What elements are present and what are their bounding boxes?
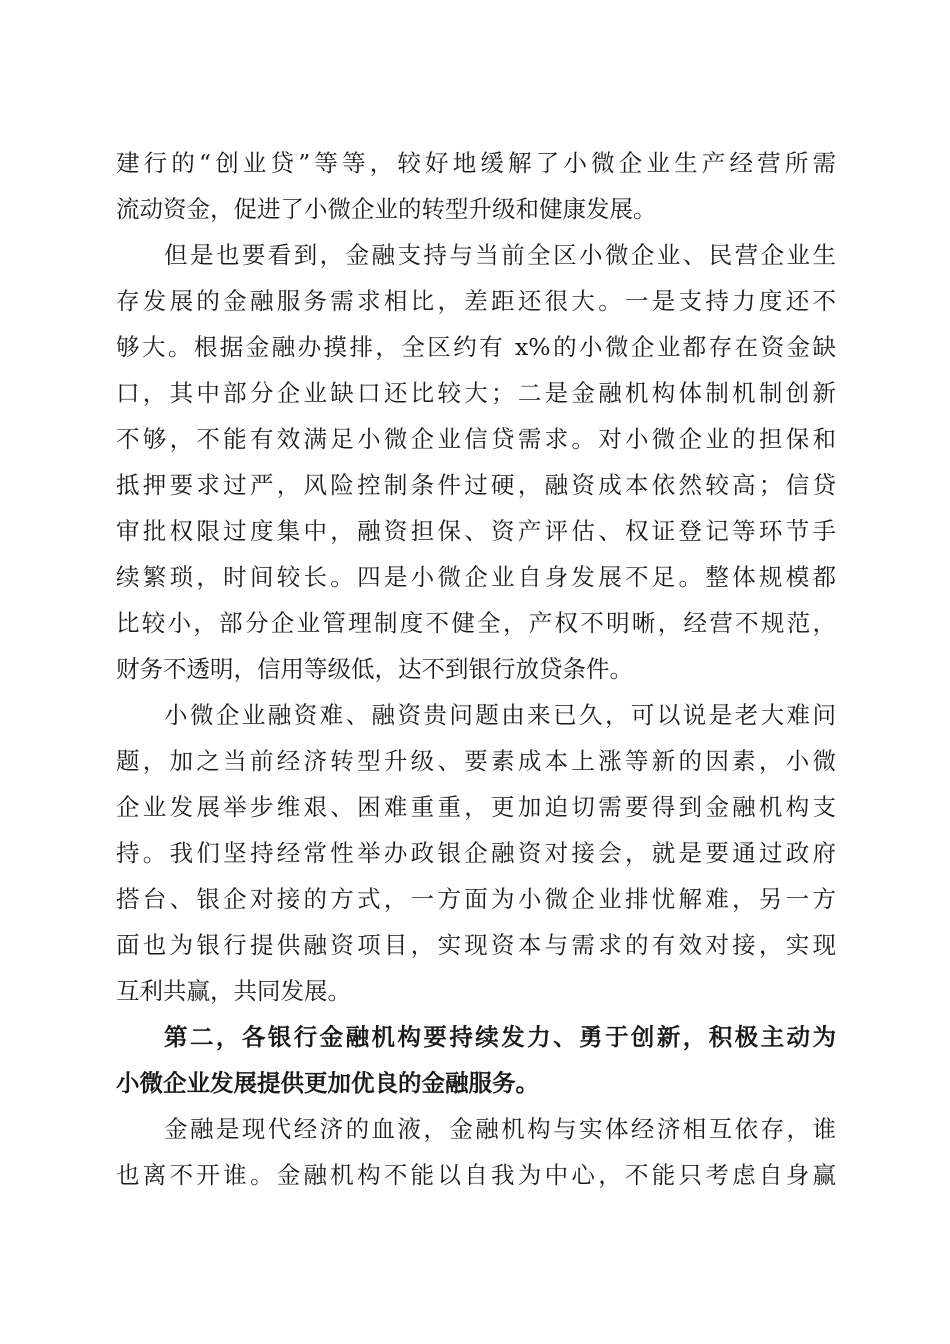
section-heading-line: 第二，各银行金融机构要持续发力、勇于创新，积极主动为 bbox=[164, 1023, 836, 1051]
paragraph-line: 搭台、银企对接的方式，一方面为小微企业排忧解难，另一方 bbox=[116, 885, 836, 913]
paragraph-line: 题，加之当前经济转型升级、要素成本上涨等新的因素，小微 bbox=[116, 747, 836, 775]
paragraph-line: 不够，不能有效满足小微企业信贷需求。对小微企业的担保和 bbox=[116, 425, 836, 453]
paragraph-line: 持。我们坚持经常性举办政银企融资对接会，就是要通过政府 bbox=[116, 839, 836, 867]
paragraph-line: 够大。根据金融办摸排，全区约有 x%的小微企业都存在资金缺 bbox=[116, 333, 836, 361]
paragraph-line: 审批权限过度集中，融资担保、资产评估、权证登记等环节手 bbox=[116, 517, 836, 545]
paragraph-line: 比较小，部分企业管理制度不健全，产权不明晰，经营不规范， bbox=[116, 609, 836, 637]
paragraph-line: 小微企业融资难、融资贵问题由来已久，可以说是老大难问 bbox=[164, 701, 836, 729]
paragraph-line: 金融是现代经济的血液，金融机构与实体经济相互依存，谁 bbox=[164, 1115, 836, 1143]
paragraph-line: 建行的“创业贷”等等，较好地缓解了小微企业生产经营所需 bbox=[116, 149, 836, 177]
paragraph-line: 续繁琐，时间较长。四是小微企业自身发展不足。整体规模都 bbox=[116, 563, 836, 591]
paragraph-line: 也离不开谁。金融机构不能以自我为中心，不能只考虑自身赢 bbox=[116, 1161, 836, 1189]
paragraph-line: 财务不透明，信用等级低，达不到银行放贷条件。 bbox=[116, 655, 633, 683]
paragraph-line: 流动资金，促进了小微企业的转型升级和健康发展。 bbox=[116, 195, 657, 223]
paragraph-line: 但是也要看到，金融支持与当前全区小微企业、民营企业生 bbox=[164, 241, 836, 269]
paragraph-line: 互利共赢，共同发展。 bbox=[116, 977, 351, 1005]
paragraph-line: 口，其中部分企业缺口还比较大；二是金融机构体制机制创新 bbox=[116, 379, 836, 407]
paragraph-line: 存发展的金融服务需求相比，差距还很大。一是支持力度还不 bbox=[116, 287, 836, 315]
paragraph-line: 企业发展举步维艰、困难重重，更加迫切需要得到金融机构支 bbox=[116, 793, 836, 821]
section-heading-line: 小微企业发展提供更加优良的金融服务。 bbox=[116, 1069, 539, 1097]
paragraph-line: 面也为银行提供融资项目，实现资本与需求的有效对接，实现 bbox=[116, 931, 836, 959]
paragraph-line: 抵押要求过严，风险控制条件过硬，融资成本依然较高；信贷 bbox=[116, 471, 836, 499]
